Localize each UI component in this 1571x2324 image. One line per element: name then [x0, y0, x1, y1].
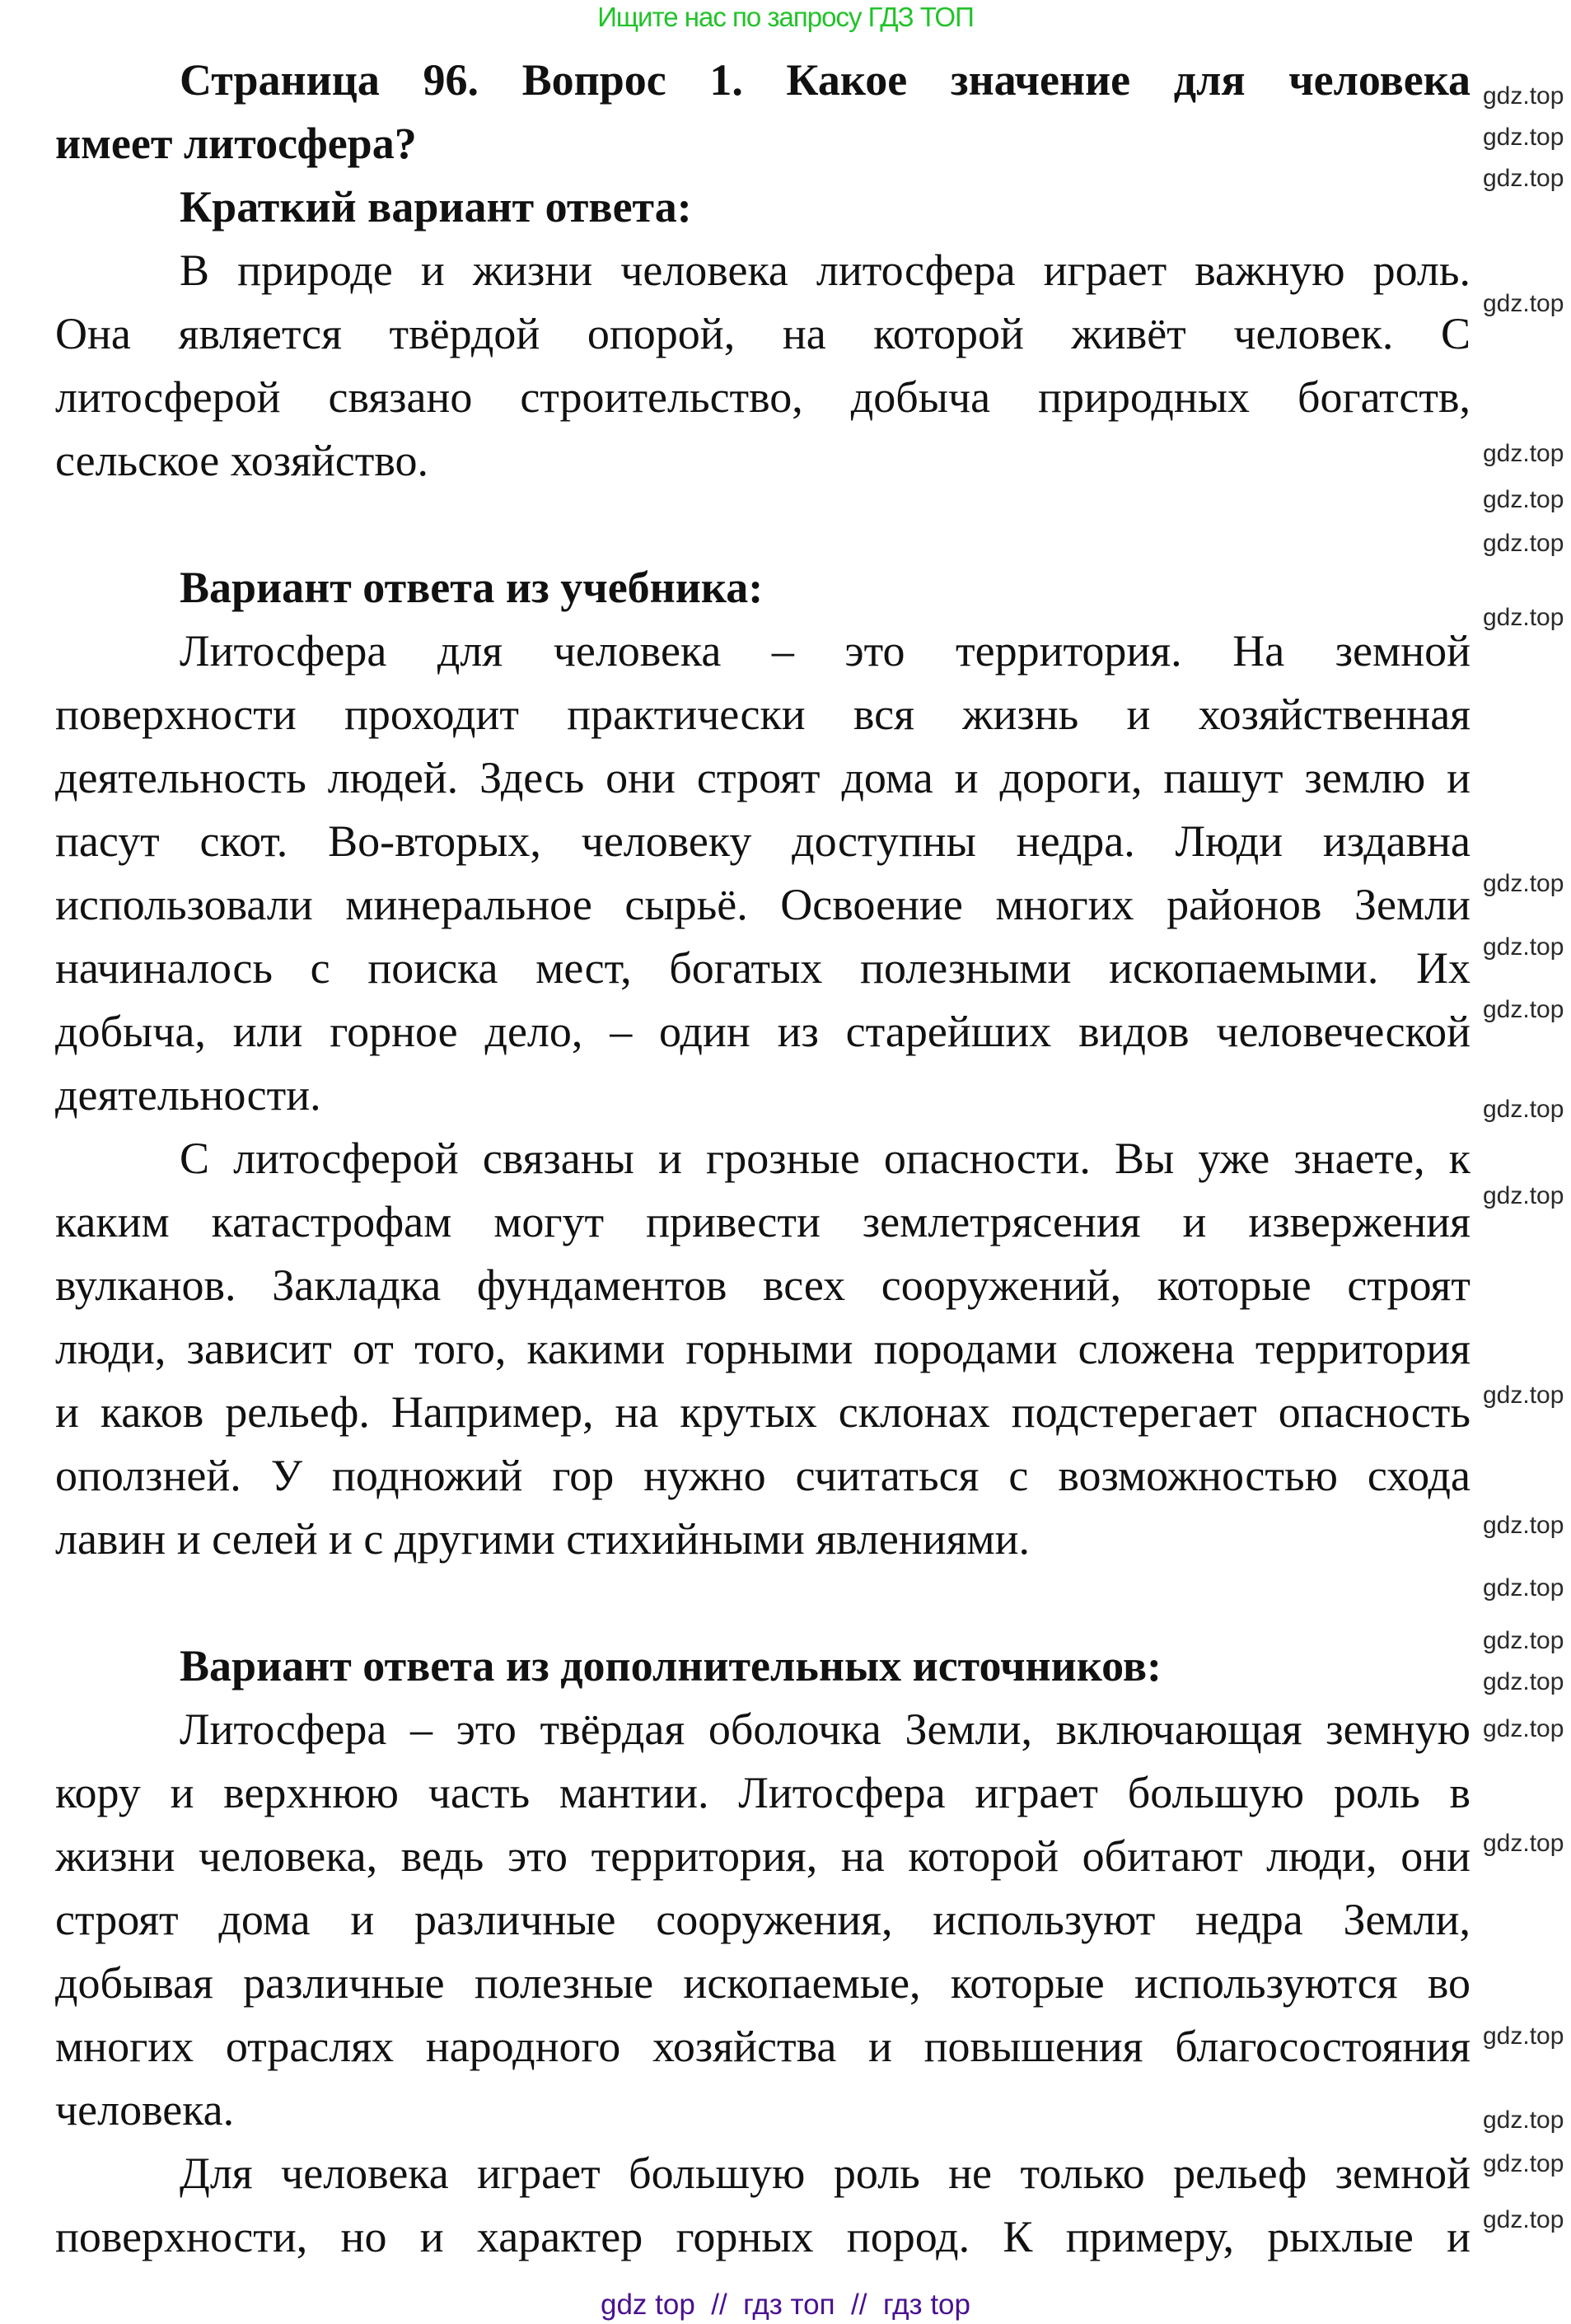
section-heading: Вариант ответа из учебника:	[180, 563, 764, 612]
watermark: gdz.top	[1483, 1382, 1564, 1409]
paragraph-line: деятельность людей. Здесь они строят дома и дороги, пашут землю и	[55, 753, 1470, 802]
paragraph-line: вулканов. Закладка фундаментов всех сооружений, которые строят	[55, 1260, 1470, 1310]
blank-line	[55, 1571, 1470, 1634]
paragraph-line: строят дома и различные сооружения, используют недра Земли,	[55, 1895, 1470, 1944]
watermark: gdz.top	[1483, 1715, 1564, 1742]
paragraph-line: литосферой связано строительство, добыча природных богатств,	[55, 372, 1470, 422]
watermark: gdz.top	[1483, 604, 1564, 631]
question-title-line: имеет литосфера?	[55, 119, 417, 168]
section-heading: Вариант ответа из дополнительных источников:	[180, 1641, 1162, 1690]
watermark: gdz.top	[1483, 1182, 1564, 1209]
paragraph-line: жизни человека, ведь это территория, на которой обитают люди, они	[55, 1831, 1470, 1881]
paragraph-line: Для человека играет большую роль не только рельеф земной	[180, 2149, 1470, 2198]
paragraph-line: человека.	[55, 2085, 235, 2135]
paragraph-line: сельское хозяйство.	[55, 436, 428, 485]
paragraph-line: поверхности, но и характер горных пород. К примеру, рыхлые и	[55, 2212, 1470, 2261]
paragraph-line: добыча, или горное дело, – один из старейших видов человеческой	[55, 1007, 1470, 1056]
paragraph-line: С литосферой связаны и грозные опасности. Вы уже знаете, к	[180, 1134, 1470, 1183]
watermark: gdz.top	[1483, 1096, 1564, 1123]
paragraph-line: добывая различные полезные ископаемые, которые используются во	[55, 1958, 1470, 2008]
paragraph-line: В природе и жизни человека литосфера играет важную роль.	[180, 245, 1470, 295]
watermark: gdz.top	[1483, 2107, 1564, 2134]
paragraph-line: пасут скот. Во-вторых, человеку доступны недра. Люди издавна	[55, 816, 1470, 866]
paragraph-line: каким катастрофам могут привести землетрясения и извержения	[55, 1197, 1470, 1246]
watermark: gdz.top	[1483, 1830, 1564, 1857]
paragraph-line: многих отраслях народного хозяйства и повышения благосостояния	[55, 2022, 1470, 2071]
footer-links: gdz top // гдз топ // гдз top	[601, 2289, 970, 2321]
section-heading: Краткий вариант ответа:	[180, 182, 692, 231]
watermark: gdz.top	[1483, 870, 1564, 897]
watermark: gdz.top	[1483, 1627, 1564, 1654]
question-title-line: Страница 96. Вопрос 1. Какое значение для человека	[180, 55, 1470, 105]
watermark: gdz.top	[1483, 82, 1564, 110]
watermark: gdz.top	[1483, 165, 1564, 192]
paragraph-line: начиналось с поиска мест, богатых полезными ископаемыми. Их	[55, 943, 1470, 993]
paragraph-line: Она является твёрдой опорой, на которой живёт человек. С	[55, 309, 1470, 358]
watermark: gdz.top	[1483, 440, 1564, 467]
blank-line	[55, 493, 1470, 556]
paragraph-line: и каков рельеф. Например, на крутых склонах подстерегает опасность	[55, 1387, 1470, 1437]
paragraph-line: оползней. У подножий гор нужно считаться с возможностью схода	[55, 1451, 1470, 1500]
watermark: gdz.top	[1483, 2150, 1564, 2177]
paragraph-line: Литосфера для человека – это территория. На земной	[180, 626, 1470, 676]
watermark: gdz.top	[1483, 2206, 1564, 2233]
document-body	[55, 49, 1470, 2269]
paragraph-line: использовали минеральное сырьё. Освоение многих районов Земли	[55, 880, 1470, 929]
watermark: gdz.top	[1483, 486, 1564, 513]
watermark: gdz.top	[1483, 124, 1564, 151]
watermark: gdz.top	[1483, 290, 1564, 317]
watermark: gdz.top	[1483, 933, 1564, 961]
paragraph-line: люди, зависит от того, какими горными породами сложена территория	[55, 1324, 1470, 1373]
watermark: gdz.top	[1483, 1668, 1564, 1695]
search-banner: Ищите нас по запросу ГДЗ ТОП	[597, 2, 974, 32]
paragraph-line: деятельности.	[55, 1070, 321, 1120]
watermark: gdz.top	[1483, 530, 1564, 557]
paragraph-line: поверхности проходит практически вся жизнь и хозяйственная	[55, 690, 1470, 739]
paragraph-line: лавин и селей и с другими стихийными явлениями.	[55, 1514, 1031, 1564]
paragraph-line: кору и верхнюю часть мантии. Литосфера играет большую роль в	[55, 1768, 1470, 1817]
watermark: gdz.top	[1483, 1512, 1564, 1539]
watermark: gdz.top	[1483, 1574, 1564, 1602]
paragraph-line: Литосфера – это твёрдая оболочка Земли, включающая земную	[180, 1704, 1470, 1754]
watermark: gdz.top	[1483, 996, 1564, 1023]
watermark: gdz.top	[1483, 2022, 1564, 2050]
